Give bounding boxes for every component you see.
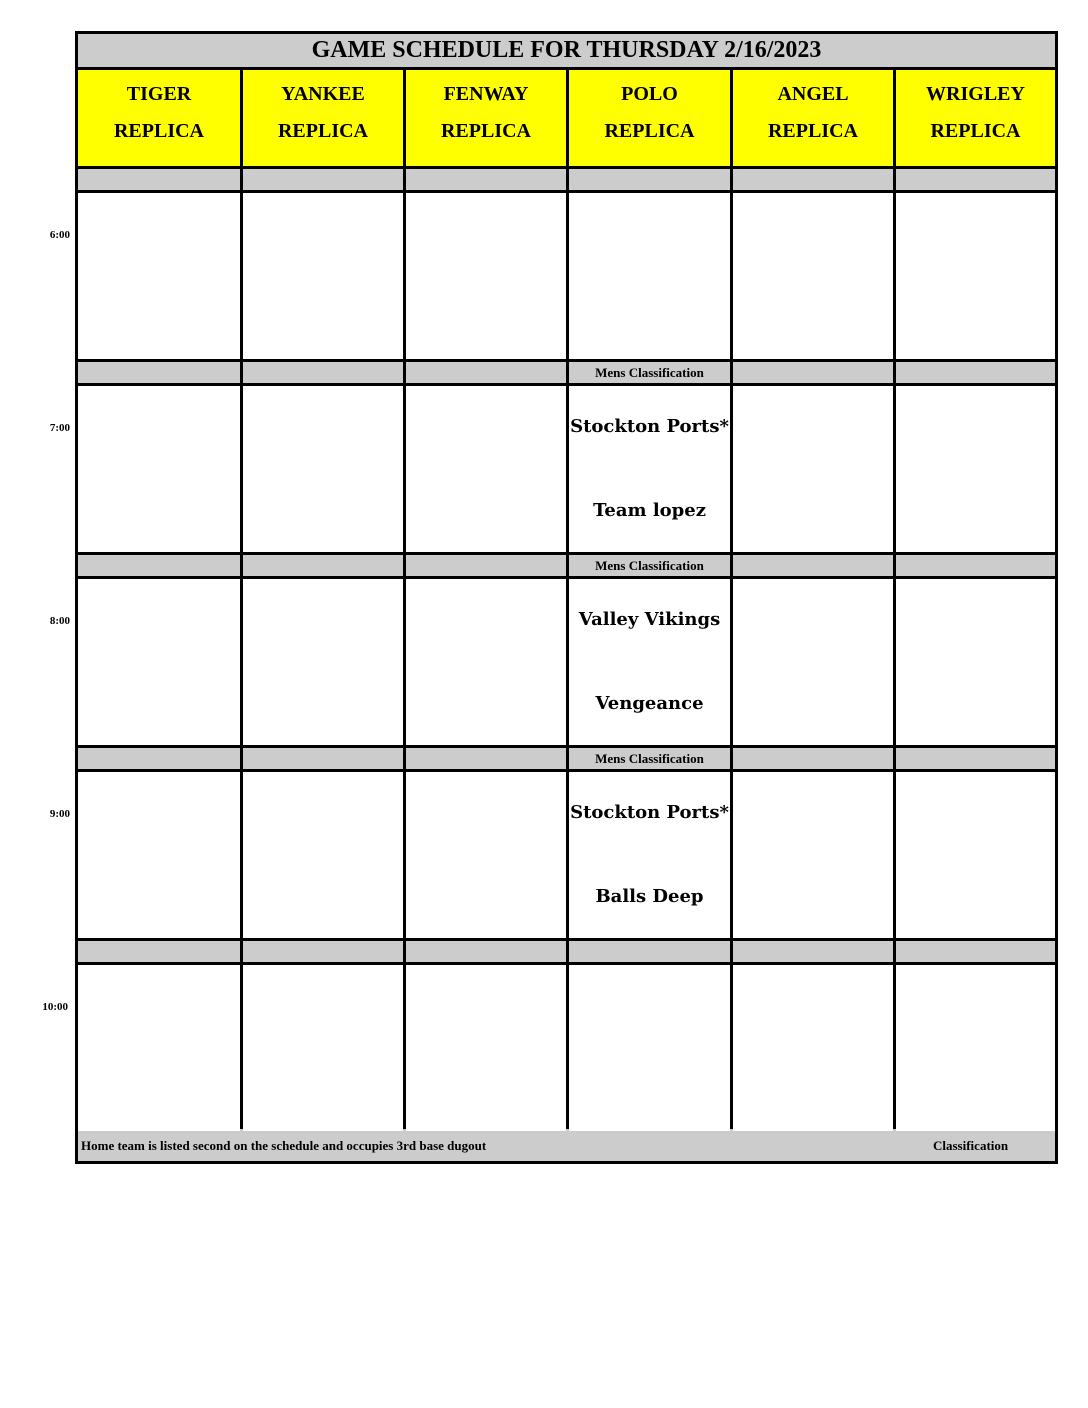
game-type-bar: Mens Classification xyxy=(569,555,730,576)
field-type: REPLICA xyxy=(767,120,858,142)
game-slot xyxy=(406,965,566,1131)
game-slot xyxy=(406,386,566,552)
game-slot xyxy=(243,193,403,359)
game-slot xyxy=(569,965,730,1131)
game-slot xyxy=(569,579,730,745)
game-type-bar xyxy=(733,748,893,769)
game-slot xyxy=(896,579,1055,745)
game-type-bar xyxy=(243,748,403,769)
field-name: WRIGLEY xyxy=(926,83,1025,105)
game-slot xyxy=(78,772,240,938)
game-type-bar: Mens Classification xyxy=(569,748,730,769)
field-name: TIGER xyxy=(126,83,192,105)
time-label: 7:00 xyxy=(49,422,70,434)
schedule-footer xyxy=(78,1129,1055,1161)
time-label: 6:00 xyxy=(49,229,70,241)
game-type-bar xyxy=(733,362,893,383)
field-header-tiger xyxy=(78,70,240,166)
field-type: REPLICA xyxy=(930,120,1021,142)
away-team: Stockton Ports* xyxy=(570,802,729,823)
game-slot xyxy=(896,965,1055,1131)
field-header-fenway xyxy=(406,70,566,166)
game-type-bar xyxy=(406,169,566,190)
game-type-bar xyxy=(243,555,403,576)
game-type-bar xyxy=(78,555,240,576)
field-name: POLO xyxy=(621,83,678,105)
field-name: ANGEL xyxy=(777,83,849,105)
field-type: REPLICA xyxy=(277,120,368,142)
home-team: Team lopez xyxy=(593,500,706,521)
game-type-bar xyxy=(406,941,566,962)
game-slot xyxy=(896,386,1055,552)
game-type-bar xyxy=(78,169,240,190)
game-slot xyxy=(896,772,1055,938)
game-type-bar xyxy=(569,941,730,962)
game-slot xyxy=(78,386,240,552)
game-slot xyxy=(243,386,403,552)
game-slot xyxy=(243,579,403,745)
field-header-polo xyxy=(569,70,730,166)
game-type-bar xyxy=(78,941,240,962)
game-type-bar xyxy=(896,362,1055,383)
away-team: Valley Vikings xyxy=(578,609,721,630)
home-team: Balls Deep xyxy=(595,886,704,907)
game-type-bar xyxy=(733,169,893,190)
game-type-bar xyxy=(406,362,566,383)
game-slot xyxy=(733,386,893,552)
field-name: FENWAY xyxy=(443,83,529,105)
game-type-bar: Mens Classification xyxy=(569,362,730,383)
game-slot xyxy=(569,772,730,938)
game-type-bar xyxy=(733,941,893,962)
game-slot xyxy=(78,579,240,745)
home-team: Vengeance xyxy=(595,693,704,714)
time-label: 8:00 xyxy=(49,615,70,627)
schedule-title: GAME SCHEDULE FOR THURSDAY 2/16/2023 xyxy=(78,34,1055,67)
game-slot xyxy=(243,965,403,1131)
game-slot xyxy=(406,193,566,359)
field-header-wrigley xyxy=(896,70,1055,166)
game-type-bar xyxy=(406,748,566,769)
game-type-bar xyxy=(896,169,1055,190)
game-type-bar xyxy=(243,941,403,962)
field-type: REPLICA xyxy=(604,120,695,142)
game-slot xyxy=(406,772,566,938)
time-label: 9:00 xyxy=(49,808,70,820)
home-team-note: Home team is listed second on the schedule and occupies 3rd base dugout xyxy=(81,1138,487,1153)
game-slot xyxy=(569,193,730,359)
time-label: 10:00 xyxy=(42,1001,68,1013)
game-slot xyxy=(243,772,403,938)
game-type-bar xyxy=(243,169,403,190)
game-slot xyxy=(733,965,893,1131)
field-type: REPLICA xyxy=(440,120,531,142)
classification-legend: Classification xyxy=(933,1138,1009,1153)
game-slot xyxy=(896,193,1055,359)
game-type-bar xyxy=(243,362,403,383)
schedule-table xyxy=(75,31,1058,1164)
game-type-bar xyxy=(78,362,240,383)
game-slot xyxy=(733,579,893,745)
game-type-bar xyxy=(896,941,1055,962)
away-team: Stockton Ports* xyxy=(570,416,729,437)
game-type-bar xyxy=(733,555,893,576)
field-header-yankee xyxy=(243,70,403,166)
game-slot xyxy=(733,772,893,938)
game-type-bar xyxy=(896,555,1055,576)
game-slot xyxy=(733,193,893,359)
game-slot xyxy=(78,193,240,359)
game-slot xyxy=(78,965,240,1131)
game-type-bar xyxy=(569,169,730,190)
game-type-bar xyxy=(78,748,240,769)
game-slot xyxy=(569,386,730,552)
game-slot xyxy=(406,579,566,745)
field-type: REPLICA xyxy=(113,120,204,142)
field-header-angel xyxy=(733,70,893,166)
field-name: YANKEE xyxy=(281,83,365,105)
game-type-bar xyxy=(896,748,1055,769)
game-type-bar xyxy=(406,555,566,576)
